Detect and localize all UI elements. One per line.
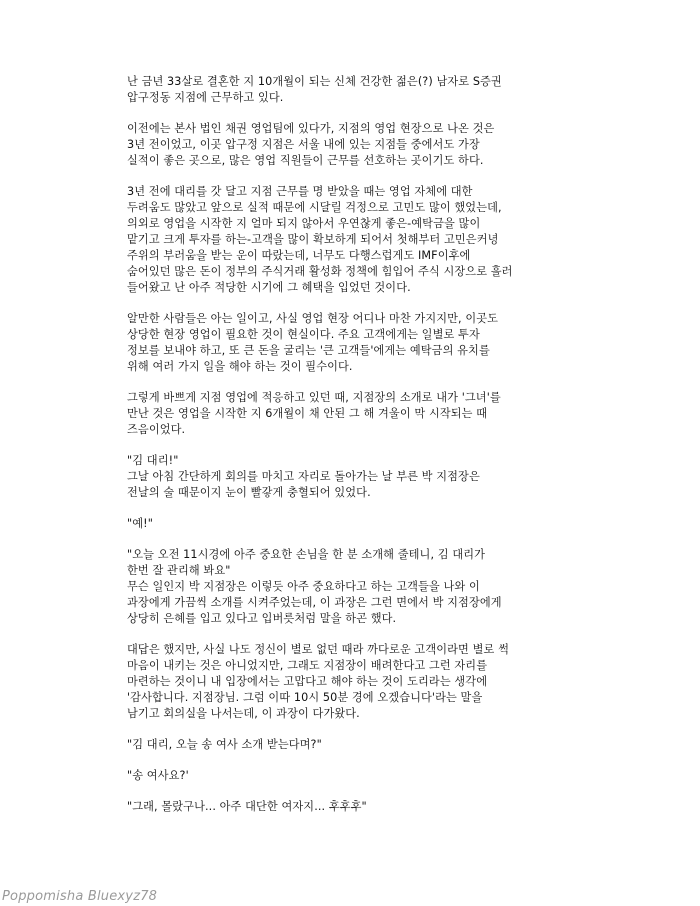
text-line: "김 대리!" bbox=[127, 454, 179, 467]
text-line: "송 여사요?' bbox=[127, 769, 189, 782]
text-line: 정보를 보내야 하고, 또 큰 돈을 굴리는 '큰 고객들'에게는 예탁금의 유치를 bbox=[127, 344, 490, 357]
paragraph bbox=[127, 799, 587, 815]
watermark: Poppomisha Bluexyz78 bbox=[2, 889, 158, 904]
text-line: 3년 전에 대리를 갓 달고 지점 근무를 명 받았을 때는 영업 자체에 대한 bbox=[127, 185, 473, 198]
text-line: 맡기고 크게 투자를 하는-고객을 많이 확보하게 되어서 첫해부터 고민은커녕 bbox=[127, 233, 499, 246]
text-line: 숨어있던 많은 돈이 정부의 주식거래 활성화 정책에 힘입어 주식 시장으로 흘러 bbox=[127, 265, 513, 278]
text-line: 남기고 회의실을 나서는데, 이 과장이 다가왔다. bbox=[127, 707, 360, 720]
paragraph bbox=[127, 547, 587, 627]
text-line: 알만한 사람들은 아는 일이고, 사실 영업 현장 어디나 마찬 가지지만, 이곳도 bbox=[127, 312, 499, 325]
text-line: 주위의 부러움을 받는 운이 따랐는데, 너무도 다행스럽게도 IMF이후에 bbox=[127, 249, 471, 262]
document-body bbox=[127, 74, 587, 830]
paragraph bbox=[127, 737, 587, 753]
text-line: "김 대리, 오늘 송 여사 소개 받는다며?" bbox=[127, 738, 322, 751]
text-line: 위해 여러 가지 일을 해야 하는 것이 필수이다. bbox=[127, 360, 353, 373]
text-line: 만난 것은 영업을 시작한 지 6개월이 채 안된 그 해 겨울이 막 시작되는 때 bbox=[127, 407, 488, 420]
text-line: 상당한 현장 영업이 필요한 것이 현실이다. 주요 고객에게는 일별로 투자 bbox=[127, 328, 480, 341]
text-line: 난 금년 33살로 결혼한 지 10개월이 되는 신체 건강한 젊은(?) 남자로 S증권 bbox=[127, 75, 502, 88]
text-line: 마음이 내키는 것은 아니었지만, 그래도 지점장이 배려한다고 그런 자리를 bbox=[127, 659, 488, 672]
text-line: 즈음이었다. bbox=[127, 423, 186, 436]
paragraph bbox=[127, 516, 587, 532]
text-line: 마련하는 것이니 내 입장에서는 고맙다고 해야 하는 것이 도리라는 생각에 bbox=[127, 675, 488, 688]
text-line: 한번 잘 관리해 봐요" bbox=[127, 564, 231, 577]
text-line: "예!" bbox=[127, 517, 153, 530]
paragraph bbox=[127, 74, 587, 106]
text-line: 상당히 은혜를 입고 있다고 입버릇처럼 말을 하곤 했다. bbox=[127, 612, 397, 625]
text-line: 3년 전이었고, 이곳 압구정 지점은 서울 내에 있는 지점들 중에서도 가장 bbox=[127, 138, 480, 151]
text-line: 그날 아침 간단하게 회의를 마치고 자리로 돌아가는 날 부른 박 지점장은 bbox=[127, 470, 480, 483]
text-line: 그렇게 바쁘게 지점 영업에 적응하고 있던 때, 지점장의 소개로 내가 '그녀'를 bbox=[127, 391, 501, 404]
paragraph bbox=[127, 184, 587, 296]
text-line: 대답은 했지만, 사실 나도 정신이 별로 없던 때라 까다로운 고객이라면 별로 썩 bbox=[127, 643, 509, 656]
text-line: 실적이 좋은 곳으로, 많은 영업 직원들이 근무를 선호하는 곳이기도 하다. bbox=[127, 154, 484, 167]
paragraph bbox=[127, 390, 587, 438]
text-line: 들어왔고 난 아주 적당한 시기에 그 혜택을 입었던 것이다. bbox=[127, 281, 411, 294]
text-line: "오늘 오전 11시경에 아주 중요한 손님을 한 분 소개해 줄테니, 김 대리가 bbox=[127, 548, 486, 561]
text-line: 전날의 술 때문이지 눈이 빨갛게 충혈되어 있었다. bbox=[127, 486, 371, 499]
text-line: 의외로 영업을 시작한 지 얼마 되지 않아서 우연찮게 좋은-예탁금을 많이 bbox=[127, 217, 481, 230]
paragraph bbox=[127, 311, 587, 375]
text-line: 과장에게 가끔씩 소개를 시켜주었는데, 이 과장은 그런 면에서 박 지점장에게 bbox=[127, 596, 502, 609]
text-line: "그래, 몰랐구나... 아주 대단한 여자지... 후후후" bbox=[127, 800, 367, 813]
text-line: 압구정동 지점에 근무하고 있다. bbox=[127, 91, 284, 104]
paragraph bbox=[127, 768, 587, 784]
paragraph bbox=[127, 453, 587, 501]
text-line: '감사합니다. 지점장님. 그럼 이따 10시 50분 경에 오겠습니다'라는 말을 bbox=[127, 691, 483, 704]
text-line: 두려움도 많았고 앞으로 실적 때문에 시달릴 걱정으로 고민도 많이 했었는데, bbox=[127, 201, 502, 214]
text-line: 무슨 일인지 박 지점장은 이렇듯 아주 중요하다고 하는 고객들을 나와 이 bbox=[127, 580, 480, 593]
paragraph bbox=[127, 642, 587, 722]
paragraph bbox=[127, 121, 587, 169]
text-line: 이전에는 본사 법인 채권 영업팀에 있다가, 지점의 영업 현장으로 나온 것은 bbox=[127, 122, 495, 135]
